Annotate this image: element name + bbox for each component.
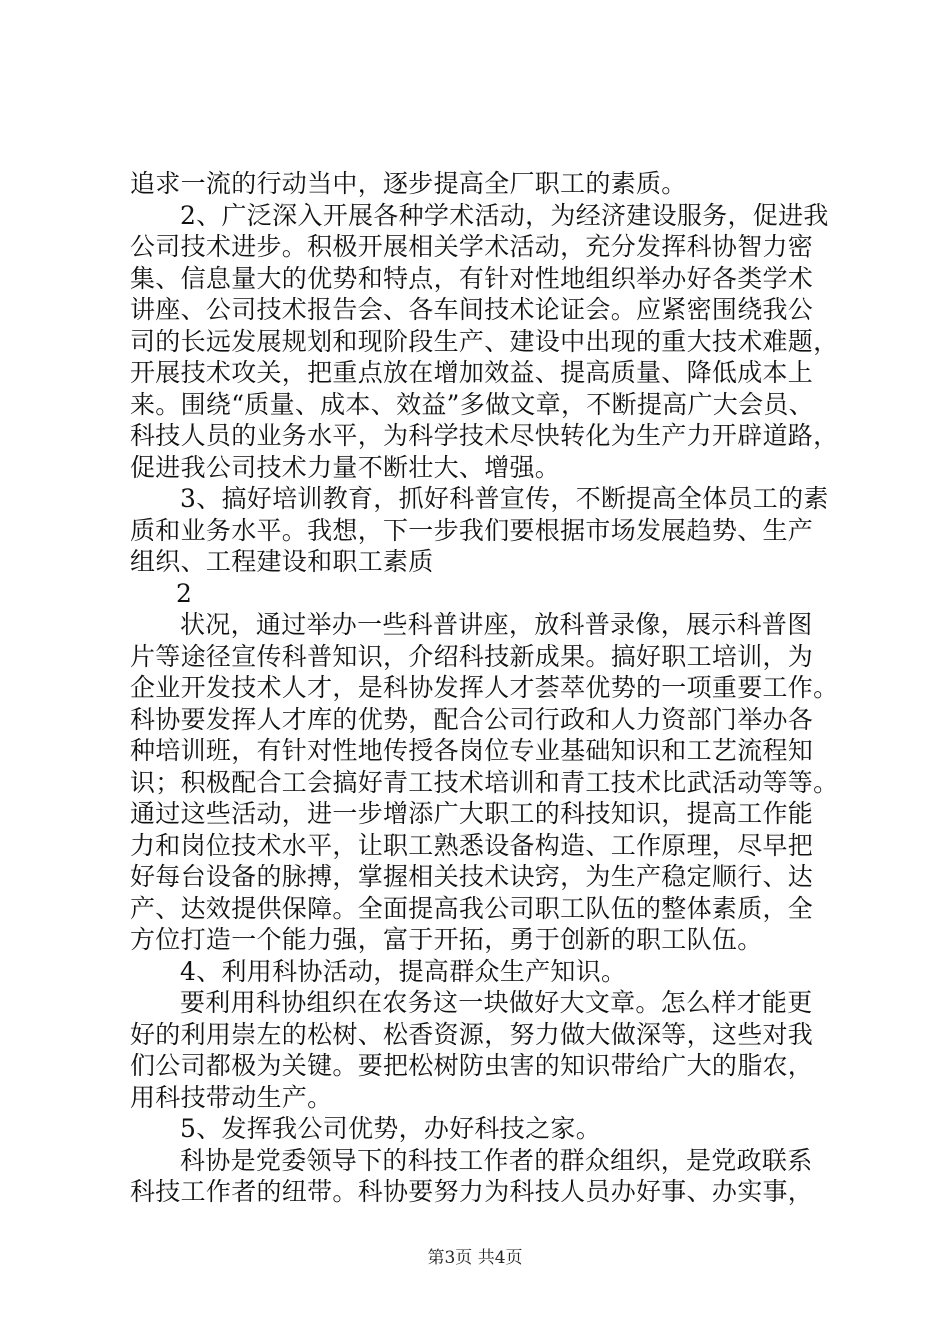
text-line: 识；积极配合工会搞好青工技术培训和青工技术比武活动等等。 bbox=[130, 767, 839, 797]
text-line: 科技工作者的纽带。科协要努力为科技人员办好事、办实事， bbox=[130, 1177, 814, 1206]
text-line: 2、广泛深入开展各种学术活动，为经济建设服务，促进我 bbox=[180, 200, 829, 230]
text-line: 3、搞好培训教育，抓好科普宣传，不断提高全体员工的素 bbox=[180, 484, 829, 513]
text-line: 种培训班，有针对性地传授各岗位专业基础知识和工艺流程知 bbox=[130, 736, 814, 765]
page-footer bbox=[0, 1243, 950, 1268]
text-line: 要利用科协组织在农务这一块做好大文章。怎么样才能更 bbox=[180, 988, 813, 1017]
text-line: 集、信息量大的优势和特点，有针对性地组织举办好各类学术 bbox=[130, 263, 814, 293]
text-line: 组织、工程建设和职工素质 bbox=[130, 547, 434, 576]
text-line: 科协是党委领导下的科技工作者的群众组织，是党政联系 bbox=[180, 1145, 813, 1175]
text-line: 质和业务水平。我想，下一步我们要根据市场发展趋势、生产 bbox=[130, 515, 814, 545]
text-line: 讲座、公司技术报告会、各车间技术论证会。应紧密围绕我公 bbox=[130, 295, 814, 324]
page-number-label: 第3页 共4页 bbox=[427, 1248, 523, 1268]
text-line: 公司技术进步。积极开展相关学术活动，充分发挥科协智力密 bbox=[130, 232, 814, 261]
text-line: 科协要发挥人才库的优势，配合公司行政和人力资部门举办各 bbox=[130, 704, 814, 734]
text-line: 方位打造一个能力强，富于开拓，勇于创新的职工队伍。 bbox=[130, 925, 763, 954]
text-line: 5、发挥我公司优势，办好科技之家。 bbox=[180, 1114, 602, 1143]
text-line: 来。围绕“质量、成本、效益”多做文章，不断提高广大会员、 bbox=[130, 389, 814, 419]
text-line: 们公司都极为关键。要把松树防虫害的知识带给广大的脂农， bbox=[130, 1051, 814, 1080]
text-line: 司的长远发展规划和现阶段生产、建设中出现的重大技术难题， bbox=[130, 326, 839, 356]
document-body bbox=[130, 168, 850, 1208]
text-line: 开展技术攻关，把重点放在增加效益、提高质量、降低成本上 bbox=[130, 358, 814, 387]
text-line: 通过这些活动，进一步增添广大职工的科技知识，提高工作能 bbox=[130, 799, 814, 828]
text-line: 科技人员的业务水平，为科学技术尽快转化为生产力开辟道路， bbox=[130, 421, 839, 450]
text-line: 追求一流的行动当中，逐步提高全厂职工的素质。 bbox=[130, 169, 687, 198]
text-line: 企业开发技术人才，是科协发挥人才荟萃优势的一项重要工作。 bbox=[130, 673, 839, 702]
text-line: 产、达效提供保障。全面提高我公司职工队伍的整体素质，全 bbox=[130, 893, 814, 923]
text-line: 状况，通过举办一些科普讲座，放科普录像，展示科普图 bbox=[180, 610, 813, 639]
text-line: 片等途径宣传科普知识，介绍科技新成果。搞好职工培训，为 bbox=[130, 641, 814, 671]
text-line: 促进我公司技术力量不断壮大、增强。 bbox=[130, 452, 561, 482]
text-line: 4、利用科协活动，提高群众生产知识。 bbox=[180, 956, 627, 986]
inline-page-number: 2 bbox=[176, 578, 193, 608]
text-line: 用科技带动生产。 bbox=[130, 1082, 333, 1112]
text-line: 好每台设备的脉搏，掌握相关技术诀窍，为生产稳定顺行、达 bbox=[130, 862, 814, 891]
text-line: 好的利用崇左的松树、松香资源，努力做大做深等，这些对我 bbox=[130, 1019, 814, 1049]
text-line: 力和岗位技术水平，让职工熟悉设备构造、工作原理，尽早把 bbox=[130, 830, 814, 860]
